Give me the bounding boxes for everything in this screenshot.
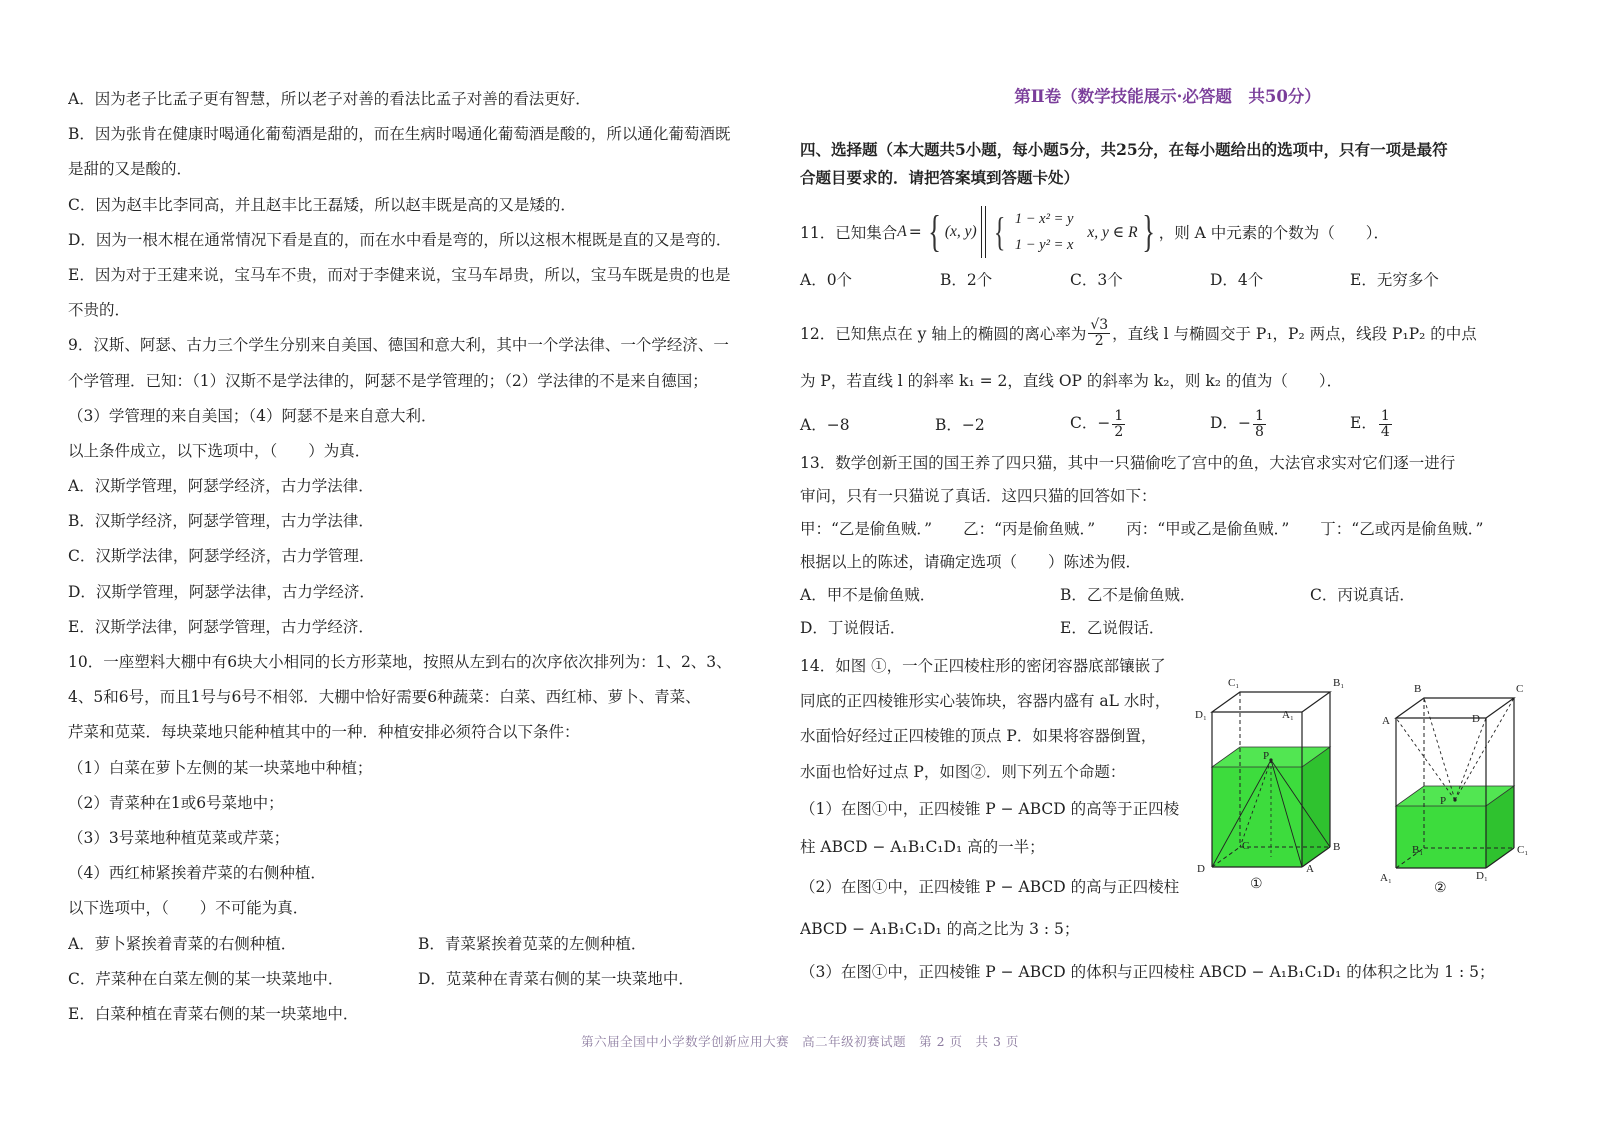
- fraction-denominator: 2: [1114, 423, 1124, 440]
- option-a: A．汉斯学管理，阿瑟学经济，古力学法律．: [68, 477, 374, 496]
- question-10: 10．一座塑料大棚中有6块大小相同的长方形菜地，按照从左到右的次序依次排列为：1、2、3、: [68, 653, 732, 671]
- text-line: 审问，只有一只猫说了真话．这四只猫的回答如下：: [800, 487, 1157, 505]
- figure-1-caption: ①: [1250, 877, 1263, 892]
- question-9: 9．汉斯、阿瑟、古力三个学生分别来自美国、德国和意大利，其中一个学法律、一个学经济、一: [68, 336, 729, 355]
- option-e: E．乙说假话．: [1060, 619, 1165, 637]
- question-13: 13．数学创新王国的国王养了四只猫，其中一只猫偷吃了宫中的鱼，大法官求实对它们逐一进行: [800, 454, 1456, 472]
- left-brace: {: [927, 207, 941, 256]
- option-b: B．乙不是偷鱼贼．: [1060, 586, 1196, 604]
- water-side: [1302, 747, 1330, 867]
- option-label: B．: [935, 416, 962, 434]
- option-e: E．汉斯学法律，阿瑟学管理，古力学经济．: [68, 617, 374, 636]
- text-line: 个学管理．已知：（1）汉斯不是学法律的，阿瑟不是学管理的；（2）学法律的不是来自德国；: [68, 371, 708, 390]
- equation-system: [1009, 206, 1074, 258]
- option-value: −2: [961, 416, 985, 434]
- text-line: 不贵的．: [68, 301, 131, 320]
- figure-2-inverted-prism: [1376, 678, 1536, 900]
- equation-2: 1 − y² = x: [1014, 237, 1074, 253]
- option-b: B．青菜紧挨着苋菜的左侧种植．: [418, 934, 647, 953]
- question-14: [800, 649, 1188, 950]
- option-a: A．萝卜紧挨着青菜的右侧种植．: [68, 934, 297, 953]
- q11-condition: x, y ∈ R: [1087, 223, 1138, 241]
- option-e: [1350, 409, 1394, 439]
- q14-line: 水面恰好经过正四棱锥的顶点 P．如果将容器倒置，: [800, 727, 1157, 746]
- label-c1: C₁: [1228, 677, 1240, 689]
- label-c1: C₁: [1517, 844, 1529, 856]
- q14-line: 水面也恰好过点 P，如图②．则下列五个命题：: [800, 762, 1126, 781]
- fraction-numerator: 1: [1380, 407, 1390, 424]
- option-c: C．3个: [1070, 271, 1123, 289]
- option-b: B．2个: [940, 271, 993, 289]
- text-line: （3）学管理的来自美国；（4）阿瑟不是来自意大利．: [68, 406, 437, 425]
- option-label: A．: [800, 416, 827, 434]
- page-footer: 第六届全国中小学数学创新应用大赛 高二年级初赛试题 第 2 页 共 3 页: [581, 1034, 1019, 1049]
- text-line: 芹菜和苋菜．每块菜地只能种植其中的一种．种植安排必须符合以下条件：: [68, 723, 580, 742]
- figure-1-prism: [1192, 672, 1362, 900]
- set-bar: [981, 206, 986, 258]
- label-a1: A₁: [1380, 872, 1392, 884]
- q11-eq-symbol: =: [908, 223, 922, 241]
- fraction-numerator: 1: [1114, 407, 1124, 424]
- label-c: C: [1242, 840, 1250, 852]
- label-d: D: [1472, 713, 1480, 725]
- q10-option-row: [68, 927, 773, 962]
- instruction-line: 合题目要求的．请把答案填到答题卡处）: [800, 168, 1080, 187]
- label-b: B: [1333, 841, 1341, 853]
- condition-line: （1）白菜在萝卜左侧的某一块菜地中种植；: [68, 758, 373, 777]
- label-a: A: [1306, 863, 1314, 875]
- option-c: [1070, 409, 1210, 439]
- text-line: 以下选项中，（ ）不可能为真．: [68, 899, 309, 918]
- label-c: C: [1516, 683, 1524, 695]
- label-b1: B₁: [1333, 677, 1345, 689]
- system-brace: {: [993, 209, 1006, 254]
- q11-set-name: A: [897, 223, 907, 240]
- text-line: 4、5和6号，而且1号与6号不相邻．大棚中恰好需要6种蔬菜：白菜、西红柿、萝卜、青菜、: [68, 688, 701, 707]
- q14-statement-2: （2）在图①中，正四棱锥 P − ABCD 的高与正四棱柱: [800, 877, 1180, 896]
- q10-option-row: [68, 962, 773, 997]
- option-c: C．汉斯学法律，阿瑟学经济，古力学管理．: [68, 547, 375, 566]
- option-sign: −: [1097, 414, 1111, 432]
- q11-options: [800, 264, 1535, 297]
- label-b: B: [1414, 683, 1422, 695]
- q12-text-a: 12．已知焦点在 y 轴上的椭圆的离心率为: [800, 325, 1087, 343]
- option-value: −8: [826, 416, 850, 434]
- left-column: [68, 82, 773, 1032]
- option-fraction: [1379, 409, 1392, 439]
- equation-1: 1 − x² = y: [1014, 211, 1074, 227]
- text-line: D．因为一根木棍在通常情况下看是直的，而在水中看是弯的，所以这根木棍既是直的又是弯的．: [68, 230, 732, 249]
- q12-options: [800, 401, 1535, 447]
- fraction-denominator: 8: [1254, 423, 1264, 440]
- label-d1: D₁: [1195, 709, 1207, 721]
- option-b: B．汉斯学经济，阿瑟学管理，古力学法律．: [68, 512, 374, 531]
- option-d: D．汉斯学管理，阿瑟学法律，古力学经济．: [68, 582, 375, 601]
- q11-suffix: ，则 A 中元素的个数为（ ）．: [1158, 224, 1390, 242]
- q14-line: ABCD − A₁B₁C₁D₁ 的高之比为 3 : 5；: [800, 919, 1080, 938]
- fraction-denominator: 4: [1380, 423, 1390, 440]
- option-label: D．: [1210, 414, 1238, 432]
- q11-prefix: 11．已知集合: [800, 224, 898, 242]
- cat-answers: 甲：“乙是偷鱼贼．” 乙：“丙是偷鱼贼．” 丙：“甲或乙是偷鱼贼．” 丁：“乙或丙是偷鱼贼．”: [800, 520, 1484, 538]
- fraction-denominator: 2: [1094, 332, 1104, 349]
- label-d1: D₁: [1476, 870, 1488, 882]
- figure-2-caption: ②: [1434, 881, 1447, 896]
- option-d: D．4个: [1210, 271, 1264, 289]
- text-line: B．因为张肯在健康时喝通化葡萄酒是甜的，而在生病时喝通化葡萄酒是酸的，所以通化葡萄酒既: [68, 125, 731, 144]
- condition-line: （3）3号菜地种植苋菜或芹菜；: [68, 828, 290, 847]
- q11-element: (x, y): [944, 223, 977, 240]
- option-c: C．芹菜种在白菜左侧的某一块菜地中．: [68, 969, 344, 988]
- label-p: P: [1263, 750, 1270, 762]
- option-c: C．丙说真话．: [1310, 586, 1415, 604]
- eccentricity-fraction: [1088, 318, 1110, 348]
- q13-options: [800, 612, 1535, 645]
- option-a: [800, 413, 935, 435]
- q14-line: 柱 ABCD − A₁B₁C₁D₁ 高的一半；: [800, 837, 1045, 856]
- label-b1: B₁: [1412, 844, 1424, 856]
- question-11: [800, 200, 1535, 264]
- q14-line: 14．如图 ①，一个正四棱柱形的密闭容器底部镶嵌了: [800, 657, 1166, 675]
- label-d: D: [1197, 863, 1205, 875]
- option-d: [1210, 409, 1350, 439]
- text-line: 是甜的又是酸的．: [68, 160, 193, 179]
- question-12: [800, 305, 1535, 361]
- text-line: 根据以上的陈述，请确定选项（ ）陈述为假．: [800, 553, 1142, 571]
- option-fraction: [1112, 409, 1125, 439]
- right-brace: }: [1141, 207, 1155, 256]
- option-e: E．白菜种植在青菜右侧的某一块菜地中．: [68, 1004, 359, 1023]
- option-a: A．0个: [800, 271, 853, 289]
- option-label: E．: [1350, 414, 1377, 432]
- option-e: E．无穷多个: [1350, 271, 1439, 289]
- label-a1: A₁: [1282, 709, 1294, 721]
- condition-line: （4）西红柿紧挨着芹菜的右侧种植．: [68, 864, 326, 883]
- q14-statement-3: （3）在图①中，正四棱锥 P − ABCD 的体积与正四棱柱 ABCD − A₁B₁C₁D₁ 的体积之比为 1 : 5；: [800, 962, 1495, 981]
- option-a: A．甲不是偷鱼贼．: [800, 586, 936, 604]
- text-line: E．因为对于王建来说，宝马车不贵，而对于李健来说，宝马车昂贵，所以，宝马车既是贵的也是: [68, 265, 731, 284]
- option-d: D．丁说假话．: [800, 619, 906, 637]
- q12-line-2: 为 P，若直线 l 的斜率 k₁ = 2，直线 OP 的斜率为 k₂，则 k₂ 的值为（ ）．: [800, 372, 1343, 390]
- label-p: P: [1440, 795, 1447, 807]
- fraction-numerator: 1: [1254, 407, 1264, 424]
- q10-option-row: [68, 997, 773, 1032]
- q14-line: 同底的正四棱锥形实心装饰块，容器内盛有 aL 水时，: [800, 692, 1171, 711]
- section-title: 第Ⅱ卷（数学技能展示·必答题 共50分）: [1014, 87, 1321, 106]
- condition-line: （2）青菜种在1或6号菜地中；: [68, 793, 284, 812]
- q11-set-expression: [924, 206, 1159, 258]
- q12-text-b: ，直线 l 与椭圆交于 P₁，P₂ 两点，线段 P₁P₂ 的中点: [1112, 325, 1477, 343]
- option-d: D．苋菜种在青菜右侧的某一块菜地中．: [418, 969, 694, 988]
- label-a: A: [1382, 715, 1390, 727]
- fraction-numerator: √3: [1090, 316, 1109, 333]
- text-line: C．因为赵丰比李同高，并且赵丰比王磊矮，所以赵丰既是高的又是矮的．: [68, 195, 576, 214]
- option-sign: −: [1237, 414, 1251, 432]
- text-line: A．因为老子比孟子更有智慧，所以老子对善的看法比孟子对善的看法更好．: [68, 90, 591, 108]
- water-front: [1212, 767, 1302, 867]
- q13-options: [800, 579, 1535, 612]
- option-fraction: [1253, 409, 1266, 439]
- text-line: 以上条件成立，以下选项中，（ ）为真．: [68, 441, 371, 460]
- q14-statement-1: （1）在图①中，正四棱锥 P − ABCD 的高等于正四棱: [800, 799, 1180, 818]
- option-b: [935, 413, 1070, 435]
- option-label: C．: [1070, 414, 1098, 432]
- instruction-line: 四、选择题（本大题共5小题，每小题5分，共25分，在每小题给出的选项中，只有一项是最符: [800, 140, 1448, 159]
